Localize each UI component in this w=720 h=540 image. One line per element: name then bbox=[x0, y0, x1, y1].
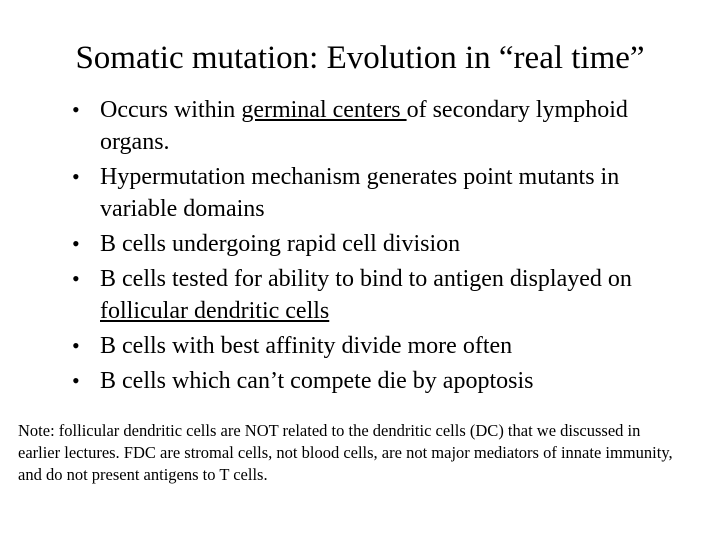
bullet-glyph: • bbox=[72, 231, 80, 256]
bullet-glyph: • bbox=[72, 368, 80, 393]
bullet-glyph: • bbox=[72, 266, 80, 291]
bullet-glyph: • bbox=[72, 97, 80, 122]
underlined-term: follicular dendritic cells bbox=[100, 298, 330, 324]
bullet-text: Hypermutation mechanism generates point mutants in variable domains bbox=[100, 164, 620, 222]
bullet-item bbox=[72, 228, 672, 260]
bullet-list bbox=[72, 94, 672, 400]
bullet-text: B cells which can’t compete die by apoptosis bbox=[100, 368, 534, 394]
footnote: Note: follicular dendritic cells are NOT related to the dendritic cells (DC) that we discussed in earlier lectures. FDC are stromal cells, not blood cells, are not major mediators of innate immunity, and do not present antigens to T cells. bbox=[18, 421, 673, 484]
bullet-glyph: • bbox=[72, 164, 80, 189]
bullet-text: of secondary lymphoid organs. bbox=[100, 97, 628, 155]
bullet-text: B cells tested for ability to bind to antigen displayed on bbox=[100, 266, 632, 292]
bullet-text: B cells with best affinity divide more often bbox=[100, 333, 513, 359]
bullet-glyph: • bbox=[72, 333, 80, 358]
bullet-item bbox=[72, 263, 672, 327]
underlined-term: germinal centers bbox=[241, 97, 407, 123]
bullet-item bbox=[72, 94, 672, 158]
bullet-item bbox=[72, 161, 672, 225]
bullet-item bbox=[72, 330, 672, 362]
bullet-text: Occurs within bbox=[100, 97, 242, 123]
bullet-text: B cells undergoing rapid cell division bbox=[100, 231, 461, 257]
slide-title: Somatic mutation: Evolution in “real time” bbox=[75, 40, 645, 76]
bullet-item bbox=[72, 365, 672, 397]
